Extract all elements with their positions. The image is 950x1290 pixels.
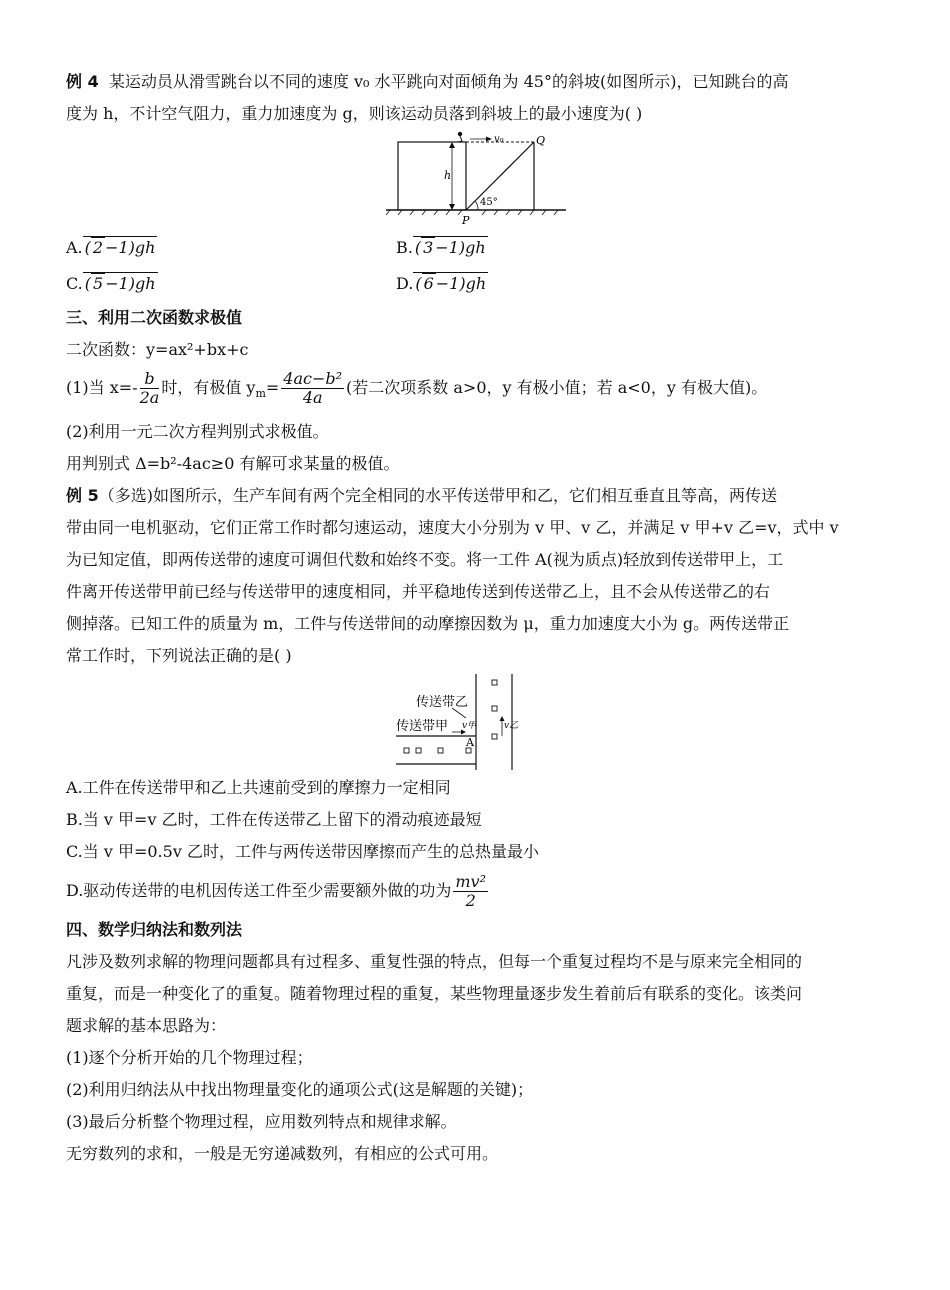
option-a[interactable]: A. ( 2 −1)gh [66,238,156,257]
section4-line3: 题求解的基本思路为： [66,1016,227,1036]
example5-line3: 为已知定值，即两传送带的速度可调但代数和始终不变。将一工件 A(视为质点)轻放到传送带甲上，工 [66,550,784,570]
example5-line2: 带由同一电机驱动，它们正常工作时都匀速运动，速度大小分别为 v 甲、v 乙，并满足 v 甲+v 乙=v，式中 v [66,518,839,538]
example4-label: 例 4 [66,72,99,91]
section4-line1: 凡涉及数列求解的物理问题都具有过程多、重复性强的特点，但每一个重复过程均不是与原来完全相同的 [66,952,803,972]
example5-line4: 件离开传送带甲前已经与传送带甲的速度相同，并平稳地传送到传送带乙上，且不会从传送带乙的右 [66,582,771,602]
example4-line1: 例 4 某运动员从滑雪跳台以不同的速度 v₀ 水平跳向对面倾角为 45°的斜坡(如图所示)，已知跳台的高 [66,72,789,91]
conveyor-diagram [396,672,556,772]
ski-jump-diagram [386,130,566,230]
example5-option-d[interactable]: D.驱动传送带的电机因传送工件至少需要额外做的功为 $\frac{\text{mv²}}{2}$ [66,872,486,911]
example5-line5: 侧掉落。已知工件的质量为 m，工件与传送带间的动摩擦因数为 μ，重力加速度大小为 g。两传送带正 [66,614,790,634]
example5-line6: 常工作时，下列说法正确的是( ) [66,646,292,666]
option-b[interactable]: B. ( 3 −1)gh [396,238,486,257]
option-d[interactable]: D. ( 6 −1)gh [396,274,487,293]
section4-line7: 无穷数列的求和，一般是无穷递减数列，有相应的公式可用。 [66,1144,499,1164]
conveyor-figure [66,672,886,772]
v0-label: v₀ [494,134,504,145]
option-c[interactable]: C. ( 5 −1)gh [66,274,156,293]
example5-option-b[interactable]: B.当 v 甲=v 乙时，工件在传送带乙上留下的滑动痕迹最短 [66,810,482,830]
example5-option-a[interactable]: A.工件在传送带甲和乙上共速前受到的摩擦力一定相同 [66,778,451,798]
example5-label: 例 5 [66,486,99,506]
section3-item1: (1)当 x=- $\frac{b}{2a}$ 时，有极值 $y_m=$ $\frac{\text{4ac−b²}}{4a}$ (若二次项系数 a>0，y 有极小值；若 a<0，y 有极大值)。 [66,369,768,407]
document-page [66,66,886,1170]
section3-heading: 三、利用二次函数求极值 [66,308,243,327]
example4-options [66,230,886,302]
angle-label: 45° [480,197,498,208]
p-label: P [462,214,470,227]
a-label: A [466,736,474,750]
section4-line5: (2)利用归纳法从中找出物理量变化的通项公式(这是解题的关键)； [66,1080,534,1100]
v-jia-label: v甲 [462,721,477,732]
section3-item3: 用判别式 Δ=b²-4ac≥0 有解可求某量的极值。 [66,454,400,474]
example4-line2: 度为 h，不计空气阻力，重力加速度为 g，则该运动员落到斜坡上的最小速度为( ) [66,104,643,123]
belt-yi-label: 传送带乙 [416,695,469,711]
section4-line2: 重复，而是一种变化了的重复。随着物理过程的重复，某些物理量逐步发生着前后有联系的变化。该类问 [66,984,803,1004]
v-yi-label: v乙 [504,721,519,732]
fraction-extreme-value: $\frac{\text{4ac−b²}}{4a}$ [283,369,343,407]
q-label: Q [536,134,546,147]
section4-line4: (1)逐个分析开始的几个物理过程； [66,1048,313,1068]
quadratic-function: 二次函数：y=ax²+bx+c [66,340,249,359]
h-label: h [444,169,452,182]
fraction-b-2a: $\frac{b}{2a}$ [139,369,160,407]
section4-line6: (3)最后分析整个物理过程，应用数列特点和规律求解。 [66,1112,457,1132]
example5-line1: 例 5（多选)如图所示，生产车间有两个完全相同的水平传送带甲和乙，它们相互垂直且等高，两传送 [66,486,777,506]
example5-option-c[interactable]: C.当 v 甲=0.5v 乙时，工件与两传送带因摩擦而产生的总热量最小 [66,842,539,862]
belt-jia-label: 传送带甲 [396,719,449,735]
ski-jump-figure [66,130,886,230]
fraction-mv2-2: $\frac{\text{mv²}}{2}$ [455,872,486,911]
section3-item2: (2)利用一元二次方程判别式求极值。 [66,422,329,442]
section4-heading: 四、数学归纳法和数列法 [66,920,243,940]
